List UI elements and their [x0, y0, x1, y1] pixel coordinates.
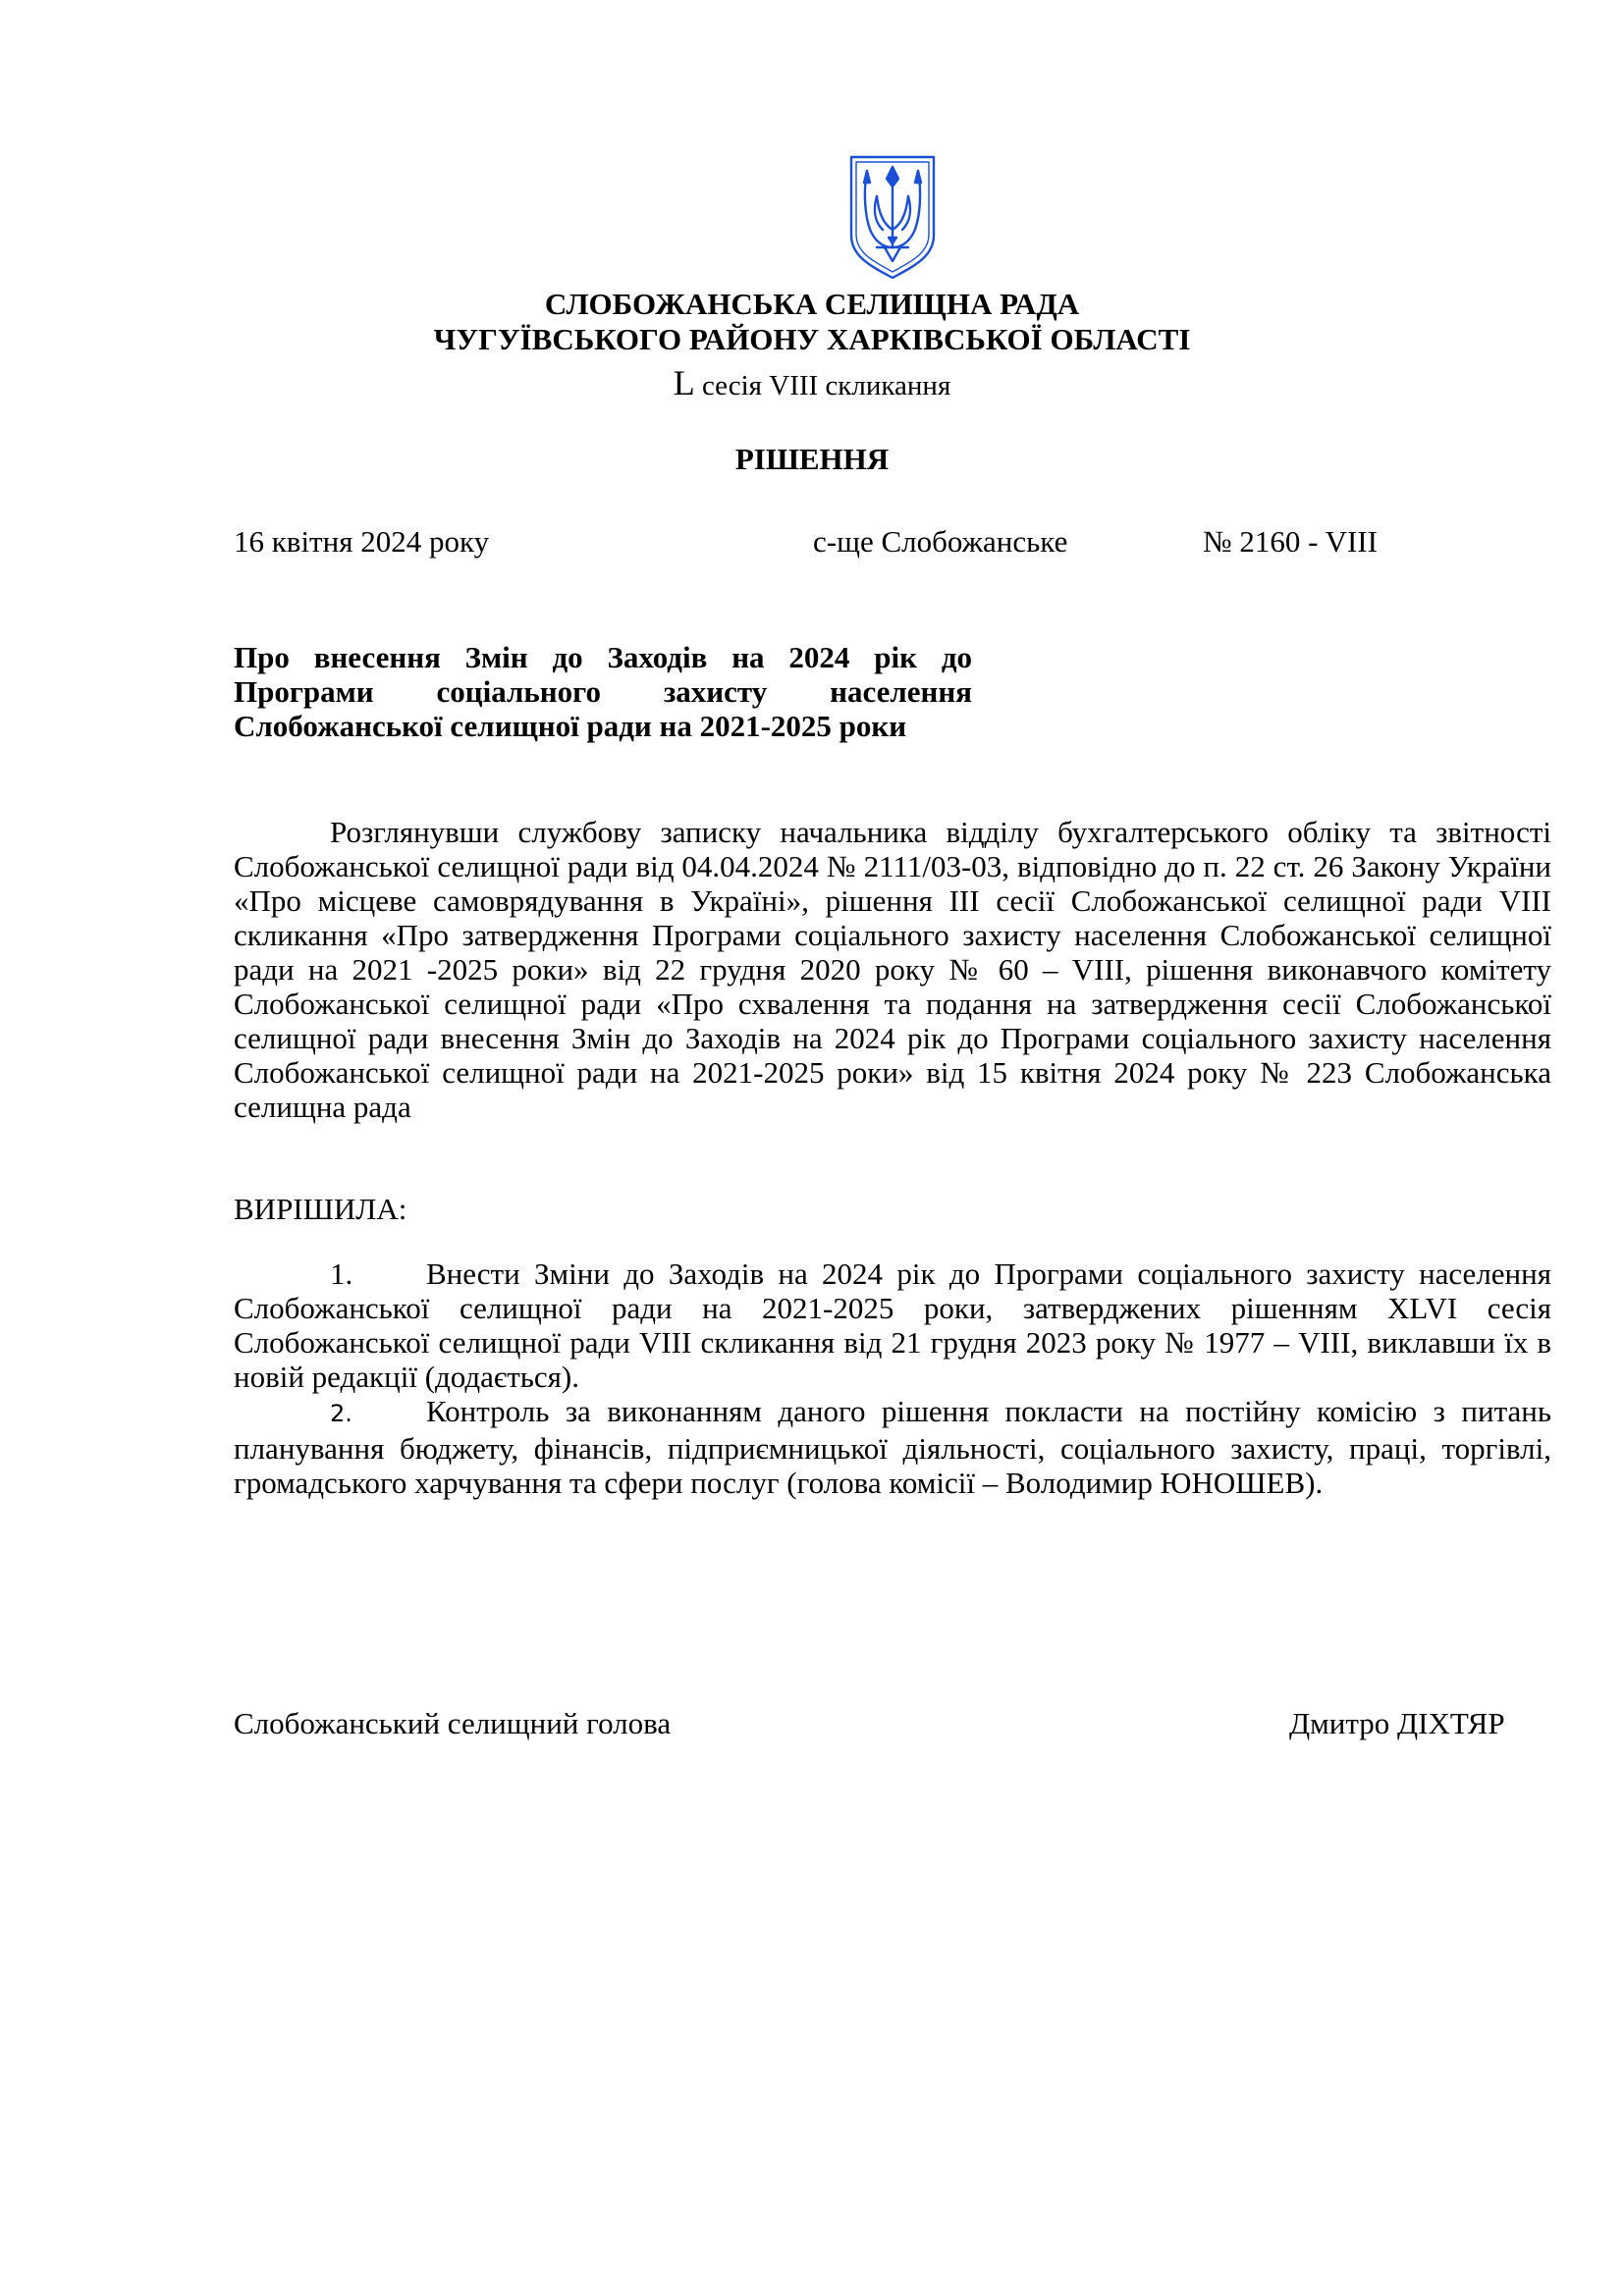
session-line	[0, 365, 1624, 403]
decision-items	[234, 1256, 1551, 1500]
document-type: РІШЕННЯ	[734, 442, 890, 476]
document-place: с-ще Слобожанське	[813, 524, 1068, 559]
district-name: ЧУГУЇВСЬКОГО РАЙОНУ ХАРКІВСЬКОЇ ОБЛАСТІ	[433, 322, 1191, 356]
signatory-name: Дмитро ДІХТЯР	[1289, 1706, 1505, 1740]
subject-line: Про внесення Змін до Заходів на 2024 рік до	[234, 640, 972, 674]
document-date: 16 квітня 2024 року	[234, 524, 490, 559]
tryzub-coat-of-arms-icon	[847, 153, 938, 281]
document-subject	[234, 640, 972, 743]
session-text: сесія VIII скликання	[694, 370, 951, 401]
session-numeral: L	[673, 363, 695, 402]
preamble-text: Розглянувши службову записку начальника відділу бухгалтерського обліку та звітності Слобожанської селищної ради від 04.04.2024 № 2111/03-03, відповідно до п. 22 ст. 26 Закону України «Про місцеве самоврядування в Україні», рішення ІІІ сесії Слобожанської селищної ради VIII скликання «Про затвердження Програми соціального захисту населення Слобожанської селищної ради на 2021 -2025 роки» від 22 грудня 2020 року № 60 – VIII, рішення виконавчого комітету Слобожанської селищної ради «Про схвалення та подання на затвердження сесії Слобожанської селищної ради внесення Змін до Заходів на 2024 рік до Програми соціального захисту населення Слобожанської селищної ради на 2021-2025 роки» від 15 квітня 2024 року № 223 Слобожанська селищна рада	[234, 815, 1551, 1124]
preamble	[234, 815, 1551, 1124]
subject-line: Програми соціального захисту населення	[234, 674, 972, 709]
decision-item	[234, 1394, 1551, 1500]
document-number: № 2160 - VIII	[1203, 524, 1378, 559]
item-text: Внести Зміни до Заходів на 2024 рік до Програми соціального захисту населення Слобожанської селищної ради на 2021-2025 роки, затверджених рішенням XLVI сесія Слобожанської селищної ради VIII скликання від 21 грудня 2023 року № 1977 – VIII, виклавши їх в новій редакції (додається).	[234, 1256, 1551, 1394]
item-number: 2.	[330, 1400, 352, 1427]
subject-line: Слобожанської селищної ради на 2021-2025 роки	[234, 709, 907, 743]
item-text: Контроль за виконанням даного рішення покласти на постійну комісію з питань планування бюджету, фінансів, підприємницької діяльності, соціального захисту, праці, торгівлі, громадського харчування та сфери послуг (голова комісії – Володимир ЮНОШЕВ).	[234, 1394, 1551, 1500]
decision-item	[234, 1256, 1551, 1394]
resolved-heading: ВИРІШИЛА:	[234, 1192, 407, 1226]
signatory-role: Слобожанський селищний голова	[234, 1706, 672, 1740]
item-number: 1.	[330, 1256, 353, 1291]
council-name: СЛОБОЖАНСЬКА СЕЛИЩНА РАДА	[544, 287, 1080, 321]
